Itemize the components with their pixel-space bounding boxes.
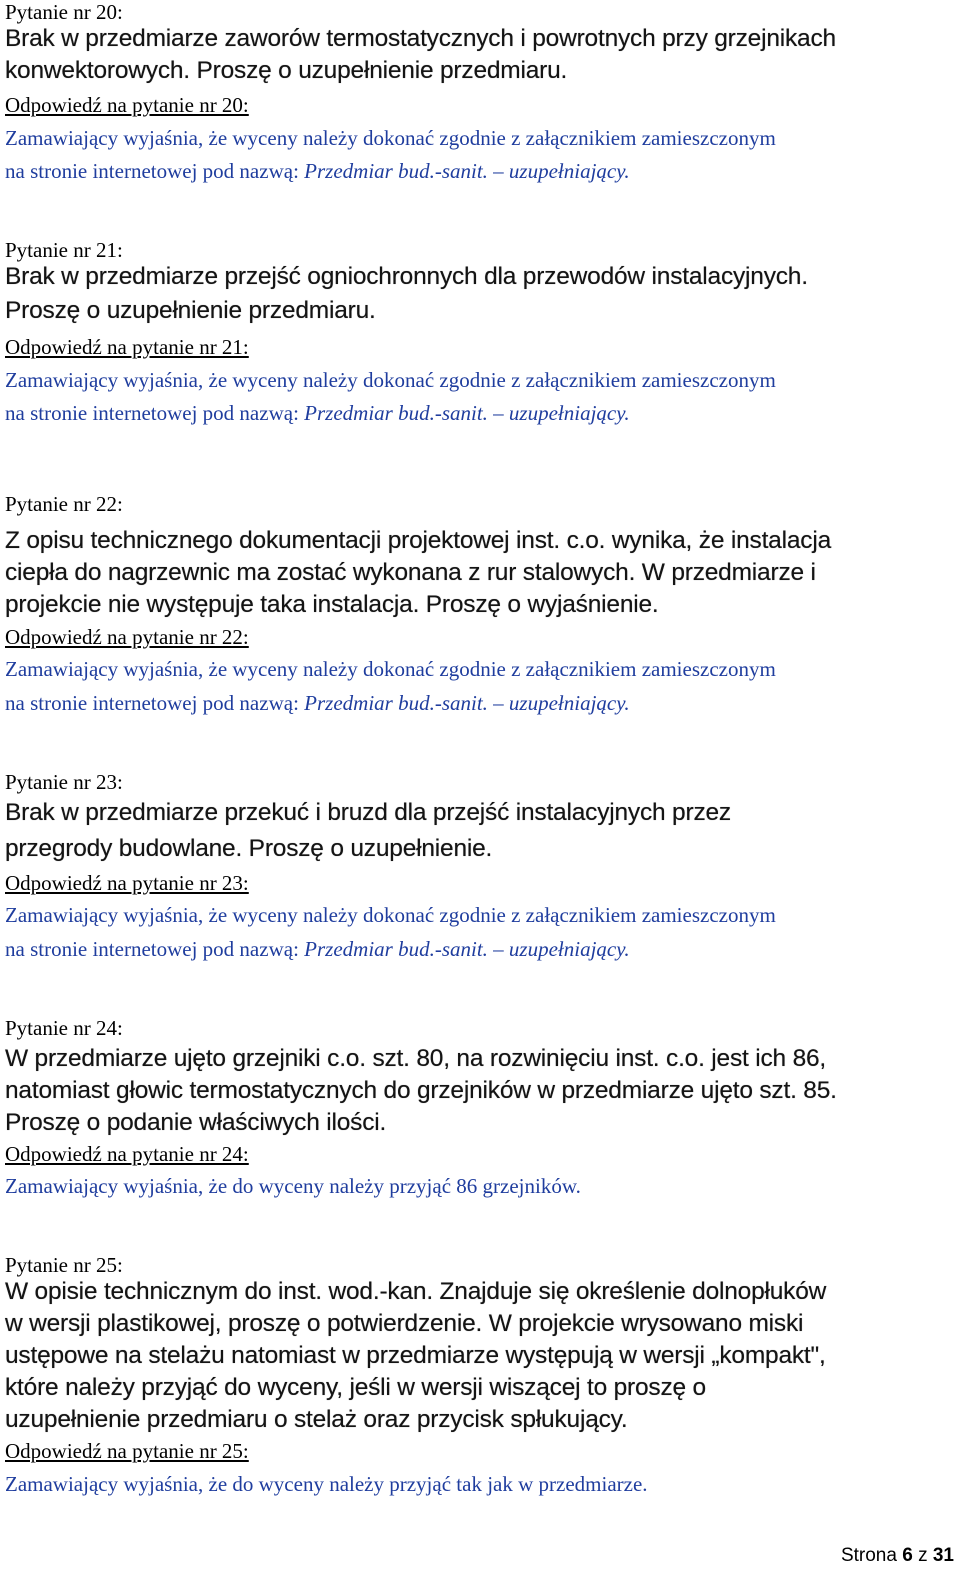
answer-label: Odpowiedź na pytanie nr 23: (5, 871, 249, 895)
answer-text-prefix: na stronie internetowej pod nazwą: (5, 159, 305, 183)
answer-text-prefix: na stronie internetowej pod nazwą: (5, 691, 305, 715)
total-pages: 31 (932, 1545, 954, 1566)
answer-text-prefix: na stronie internetowej pod nazwą: (5, 937, 305, 961)
current-page: 6 (902, 1545, 913, 1566)
question-label: Pytanie nr 22: (5, 492, 123, 516)
answer-text-line: Zamawiający wyjaśnia, że do wyceny należy przyjąć 86 grzejników. (5, 1174, 581, 1198)
answer-text-line: Zamawiający wyjaśnia, że do wyceny należy przyjąć tak jak w przedmiarze. (5, 1472, 648, 1496)
question-text-line: W przedmiarze ujęto grzejniki c.o. szt. 80, na rozwinięciu inst. c.o. jest ich 86, (5, 1045, 827, 1072)
page-number-prefix: Strona (840, 1545, 903, 1566)
answer-label: Odpowiedź na pytanie nr 22: (5, 625, 249, 649)
answer-text-line: Zamawiający wyjaśnia, że wyceny należy dokonać zgodnie z załącznikiem zamieszczonym (5, 126, 776, 150)
attachment-name: Przedmiar bud.-sanit. – uzupełniający. (304, 159, 630, 183)
question-text-line: ustępowe na stelażu natomiast w przedmiarze występują w wersji „kompakt", (5, 1342, 826, 1369)
answer-label: Odpowiedź na pytanie nr 21: (5, 335, 249, 359)
attachment-name: Przedmiar bud.-sanit. – uzupełniający. (304, 691, 630, 715)
question-text-line: w wersji plastikowej, proszę o potwierdzenie. W projekcie wrysowano miski (5, 1310, 804, 1337)
answer-label: Odpowiedź na pytanie nr 24: (5, 1142, 249, 1166)
question-text-line: Brak w przedmiarze przejść ogniochronnych dla przewodów instalacyjnych. (5, 263, 808, 290)
question-text-line: Brak w przedmiarze przekuć i bruzd dla przejść instalacyjnych przez (5, 799, 731, 826)
answer-text-line (5, 155, 630, 189)
page-number-separator: z (912, 1545, 933, 1566)
answer-label: Odpowiedź na pytanie nr 25: (5, 1439, 249, 1463)
question-text-line: uzupełnienie przedmiaru o stelaż oraz przycisk spłukujący. (5, 1406, 628, 1433)
question-label: Pytanie nr 21: (5, 238, 123, 262)
answer-text-line: Zamawiający wyjaśnia, że wyceny należy dokonać zgodnie z załącznikiem zamieszczonym (5, 368, 776, 392)
question-text-line: Proszę o podanie właściwych ilości. (5, 1109, 387, 1136)
answer-text-line (5, 397, 630, 431)
question-text-line: natomiast głowic termostatycznych do grzejników w przedmiarze ujęto szt. 85. (5, 1077, 837, 1104)
answer-text-line (5, 687, 630, 721)
answer-text-line: Zamawiający wyjaśnia, że wyceny należy dokonać zgodnie z załącznikiem zamieszczonym (5, 657, 776, 681)
question-text-line: które należy przyjąć do wyceny, jeśli w wersji wiszącej to proszę o (5, 1374, 706, 1401)
attachment-name: Przedmiar bud.-sanit. – uzupełniający. (304, 401, 630, 425)
question-text-line: Proszę o uzupełnienie przedmiaru. (5, 297, 376, 324)
answer-text-line: Zamawiający wyjaśnia, że wyceny należy dokonać zgodnie z załącznikiem zamieszczonym (5, 903, 776, 927)
answer-label: Odpowiedź na pytanie nr 20: (5, 93, 249, 117)
answer-text-line (5, 933, 630, 967)
question-label: Pytanie nr 20: (5, 0, 123, 24)
page-number (841, 1545, 954, 1567)
question-text-line: projekcie nie występuje taka instalacja. Proszę o wyjaśnienie. (5, 591, 659, 618)
question-label: Pytanie nr 23: (5, 770, 123, 794)
answer-text-prefix: na stronie internetowej pod nazwą: (5, 401, 305, 425)
question-text-line: W opisie technicznym do inst. wod.-kan. Znajduje się określenie dolnopłuków (5, 1278, 827, 1305)
question-label: Pytanie nr 24: (5, 1016, 123, 1040)
question-text-line: przegrody budowlane. Proszę o uzupełnienie. (5, 835, 493, 862)
question-text-line: konwektorowych. Proszę o uzupełnienie przedmiaru. (5, 57, 568, 84)
attachment-name: Przedmiar bud.-sanit. – uzupełniający. (304, 937, 630, 961)
question-text-line: ciepła do nagrzewnic ma zostać wykonana z rur stalowych. W przedmiarze i (5, 559, 816, 586)
question-label: Pytanie nr 25: (5, 1253, 123, 1277)
question-text-line: Z opisu technicznego dokumentacji projektowej inst. c.o. wynika, że instalacja (5, 527, 831, 554)
question-text-line: Brak w przedmiarze zaworów termostatycznych i powrotnych przy grzejnikach (5, 25, 836, 52)
